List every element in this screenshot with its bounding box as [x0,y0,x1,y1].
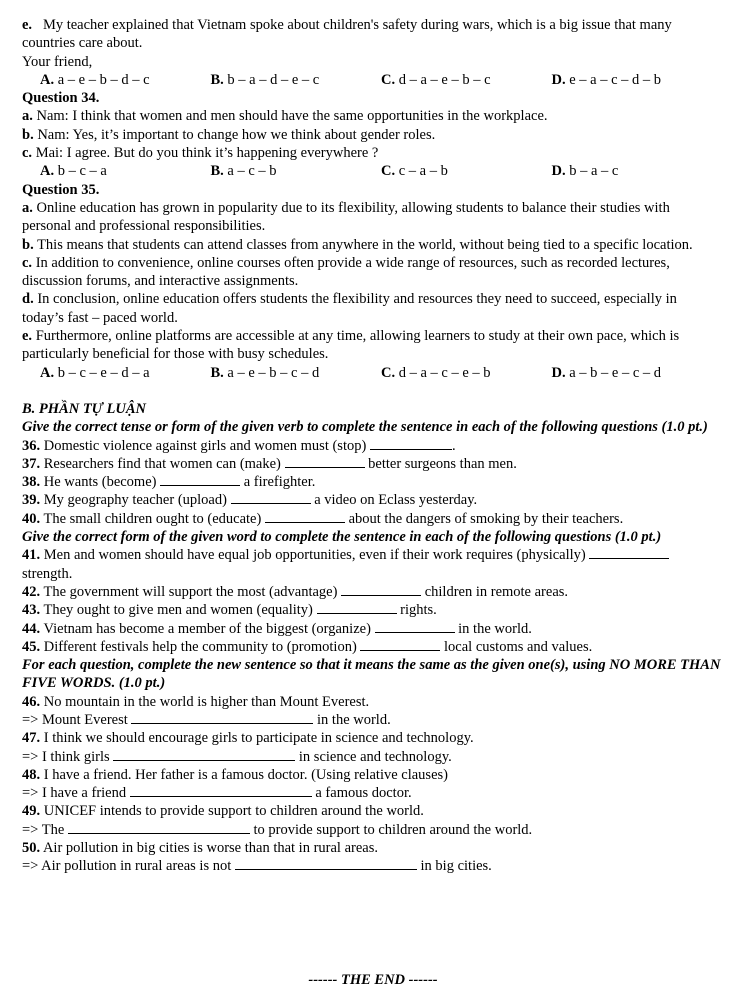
q40-line: 40. The small children ought to (educate) about the dangers of smoking by their teachers. [22,510,624,527]
q49-answer-blank[interactable] [68,821,250,834]
q43-answer-blank[interactable] [317,601,397,614]
section-spacer [22,382,722,400]
q47-answer-blank[interactable] [113,748,295,761]
q35-line-a: a. Online education has grown in popularity due to its flexibility, allowing students to balance their studies with personal and professional responsibilities. [22,199,670,235]
q46-answer-blank[interactable] [131,711,313,724]
q45-line: 45. Different festivals help the community to (promotion) local customs and values. [22,638,593,655]
q35-line-d: d. In conclusion, online education offers students the flexibility and resources they need to succeed, especially in today’s fast – paced world. [22,291,677,326]
q37-answer-blank[interactable] [285,455,365,468]
q46-sentence: 46. No mountain in the world is higher than Mount Everest. [22,693,370,710]
q33-answer-d[interactable]: D. e – a – c – d – b [551,71,662,88]
q34-line-a: a. Nam: I think that women and men should have the same opportunities in the workplace. [22,108,548,125]
q46-rewrite: => Mount Everest in the world. [22,711,391,728]
q48-rewrite: => I have a friend a famous doctor. [22,785,412,802]
q33-closing: Your friend, [22,53,93,70]
the-end-footer: ------ THE END ------ [308,972,438,988]
q34-answer-options [22,162,722,180]
q39-answer-blank[interactable] [231,491,311,504]
q44-line: 44. Vietnam has become a member of the biggest (organize) in the world. [22,620,532,637]
q38-line: 38. He wants (become) a firefighter. [22,474,316,491]
q48-answer-blank[interactable] [130,784,312,797]
q35-answer-options [22,364,722,382]
q33-answer-a[interactable]: A. a – e – b – d – c [40,71,150,88]
section-b-title: B. PHẦN TỰ LUẬN [22,400,147,417]
q36-line: 36. Domestic violence against girls and women must (stop) . [22,437,456,454]
q44-answer-blank[interactable] [375,620,455,633]
q35-title: Question 35. [22,181,100,198]
q50-sentence: 50. Air pollution in big cities is worse than that in rural areas. [22,840,378,857]
q37-line: 37. Researchers find that women can (make) better surgeons than men. [22,455,517,472]
q33-answer-c[interactable]: C. d – a – e – b – c [381,71,491,88]
q35-answer-a[interactable]: A. b – c – e – d – a [40,364,150,381]
q38-answer-blank[interactable] [160,473,240,486]
q35-line-b: b. This means that students can attend classes from anywhere in the world, without being tied to a specific location. [22,236,693,253]
q45-answer-blank[interactable] [360,638,440,651]
part1-instruction: Give the correct tense or form of the given verb to complete the sentence in each of the following questions (1.0 pt.) [22,419,708,436]
q35-answer-b[interactable]: B. a – e – b – c – d [210,364,320,381]
q49-sentence: 49. UNICEF intends to provide support to children around the world. [22,803,424,820]
part2-instruction: Give the correct form of the given word to complete the sentence in each of the following questions (1.0 pt.) [22,529,662,546]
q41-answer-blank[interactable] [589,546,669,559]
q47-rewrite: => I think girls in science and technology. [22,748,452,765]
q47-sentence: 47. I think we should encourage girls to participate in science and technology. [22,730,474,747]
q43-line: 43. They ought to give men and women (equality) rights. [22,602,437,619]
q35-answer-c[interactable]: C. d – a – c – e – b [381,364,491,381]
part3-instruction: For each question, complete the new sentence so that it means the same as the given one(s), using NO MORE THAN FIVE WORDS. (1.0 pt.) [22,657,721,692]
q50-rewrite: => Air pollution in rural areas is not in big cities. [22,858,492,875]
q41-line: 41. Men and women should have equal job opportunities, even if their work requires (physically) strength. [22,546,722,583]
q34-line-b: b. Nam: Yes, it’s important to change how we think about gender roles. [22,126,436,143]
q39-line: 39. My geography teacher (upload) a video on Eclass yesterday. [22,492,478,509]
q40-answer-blank[interactable] [265,510,345,523]
q48-sentence: 48. I have a friend. Her father is a famous doctor. (Using relative clauses) [22,766,448,783]
q34-answer-d[interactable]: D. b – a – c [551,163,619,180]
q34-answer-c[interactable]: C. c – a – b [381,163,448,180]
q42-answer-blank[interactable] [341,583,421,596]
q34-title: Question 34. [22,90,100,107]
q35-line-e: e. Furthermore, online platforms are accessible at any time, allowing learners to study at their own pace, which is particularly beneficial for those with busy schedules. [22,328,680,363]
q50-answer-blank[interactable] [235,857,417,870]
q35-line-c: c. In addition to convenience, online courses often provide a wide range of resources, such as recorded lectures, discussion forums, and interactive assignments. [22,254,670,290]
q34-line-c: c. Mai: I agree. But do you think it’s happening everywhere ? [22,145,379,162]
q34-answer-b[interactable]: B. a – c – b [210,163,277,180]
q33-option-e: e. My teacher explained that Vietnam spoke about children's safety during wars, which is a big issue that many countries care about. [22,17,672,52]
q42-line: 42. The government will support the most (advantage) children in remote areas. [22,583,569,600]
q33-answer-options [22,71,722,89]
exam-page [22,16,722,876]
q49-rewrite: => The to provide support to children around the world. [22,821,533,838]
q36-answer-blank[interactable] [370,437,452,450]
q35-answer-d[interactable]: D. a – b – e – c – d [551,364,662,381]
q33-answer-b[interactable]: B. b – a – d – e – c [210,71,320,88]
q34-answer-a[interactable]: A. b – c – a [40,163,107,180]
